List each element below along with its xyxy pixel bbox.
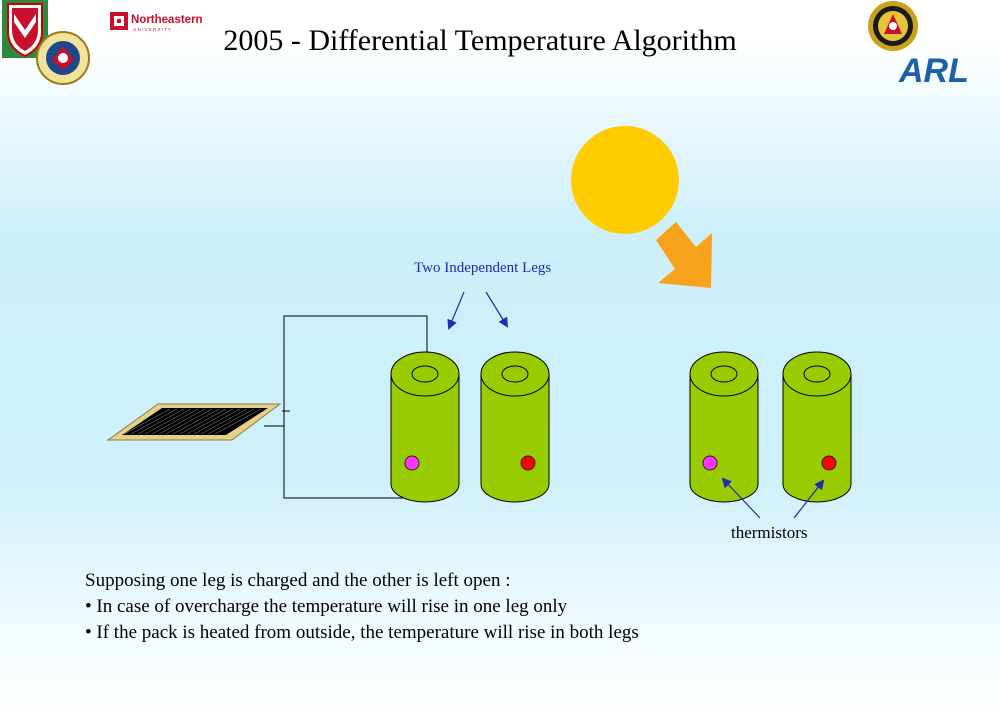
legs-label: Two Independent Legs bbox=[414, 260, 552, 276]
northeastern-sub: U N I V E R S I T Y bbox=[133, 27, 172, 32]
sun bbox=[571, 126, 679, 234]
cell-right-2 bbox=[783, 352, 851, 502]
thermistor-left-2 bbox=[521, 456, 535, 470]
legs-pointer-arrows bbox=[449, 292, 507, 328]
cell-left-1 bbox=[391, 352, 459, 502]
title-area bbox=[0, 0, 960, 80]
body-bullet-2: • If the pack is heated from outside, the temperature will rise in both legs bbox=[85, 622, 639, 643]
diagram bbox=[0, 110, 960, 550]
thermistor-right-1 bbox=[703, 456, 717, 470]
solar-panel bbox=[108, 404, 280, 440]
body-text bbox=[85, 568, 639, 646]
thermistors-label: thermistors bbox=[731, 523, 808, 542]
heat-arrow bbox=[656, 222, 712, 288]
thermistor-left-1 bbox=[405, 456, 419, 470]
body-bullet-1: • In case of overcharge the temperature will rise in one leg only bbox=[85, 596, 568, 617]
arl-text: ARL bbox=[899, 52, 969, 90]
slide-title: 2005 - Differential Temperature Algorithm bbox=[223, 24, 737, 57]
thermistor-right-2 bbox=[822, 456, 836, 470]
body-intro: Supposing one leg is charged and the other is left open : bbox=[85, 570, 511, 591]
cell-left-2 bbox=[481, 352, 549, 502]
northeastern-name: Northeastern bbox=[131, 14, 203, 26]
